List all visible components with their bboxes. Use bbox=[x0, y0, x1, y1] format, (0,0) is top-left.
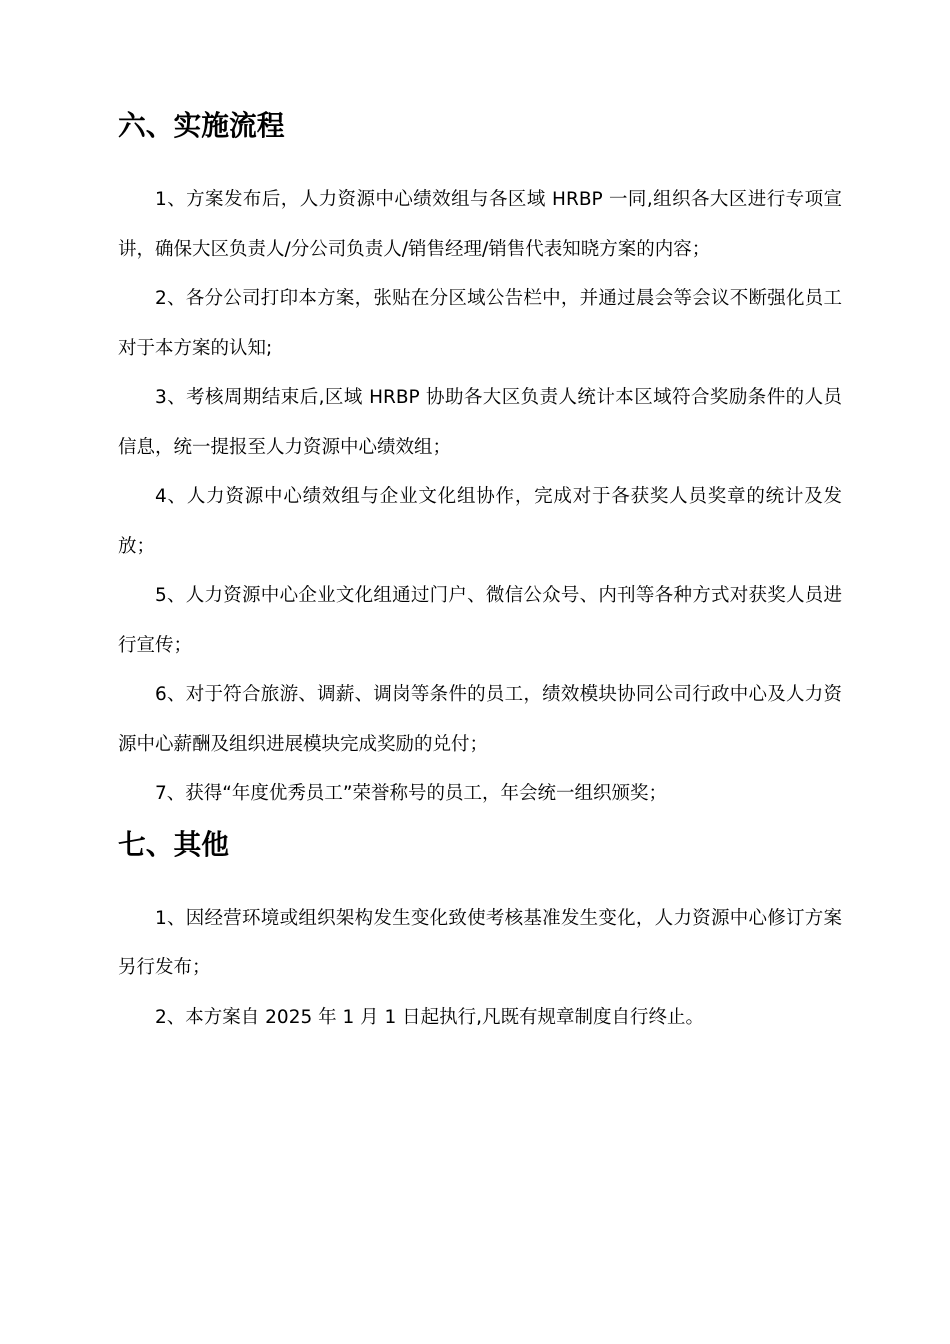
other-item-1: 1、因经营环境或组织架构发生变化致使考核基准发生变化，人力资源中心修订方案另行发布； bbox=[118, 907, 842, 978]
implementation-step-1: 1、方案发布后，人力资源中心绩效组与各区域 HRBP 一同,组织各大区进行专项宣讲，确保大区负责人/分公司负责人/销售经理/销售代表知晓方案的内容； bbox=[118, 189, 842, 260]
implementation-step-3: 3、考核周期结束后,区域 HRBP 协助各大区负责人统计本区域符合奖励条件的人员信息，统一提报至人力资源中心绩效组； bbox=[118, 387, 842, 458]
section-heading-implementation: 六、实施流程 bbox=[118, 109, 285, 142]
implementation-step-4: 4、人力资源中心绩效组与企业文化组协作，完成对于各获奖人员奖章的统计及发放； bbox=[118, 486, 842, 557]
implementation-step-7: 7、获得“年度优秀员工”荣誉称号的员工，年会统一组织颁奖； bbox=[155, 783, 667, 804]
implementation-step-2: 2、各分公司打印本方案，张贴在分区域公告栏中，并通过晨会等会议不断强化员工对于本方案的认知; bbox=[118, 288, 842, 359]
implementation-step-6: 6、对于符合旅游、调薪、调岗等条件的员工，绩效模块协同公司行政中心及人力资源中心薪酬及组织进展模块完成奖励的兑付； bbox=[118, 684, 842, 755]
document-body bbox=[118, 110, 842, 1042]
section-heading-other: 七、其他 bbox=[118, 827, 230, 861]
other-item-2: 2、本方案自 2025 年 1 月 1 日起执行,凡既有规章制度自行终止。 bbox=[155, 1006, 705, 1028]
implementation-step-5: 5、人力资源中心企业文化组通过门户、微信公众号、内刊等各种方式对获奖人员进行宣传； bbox=[118, 585, 842, 656]
